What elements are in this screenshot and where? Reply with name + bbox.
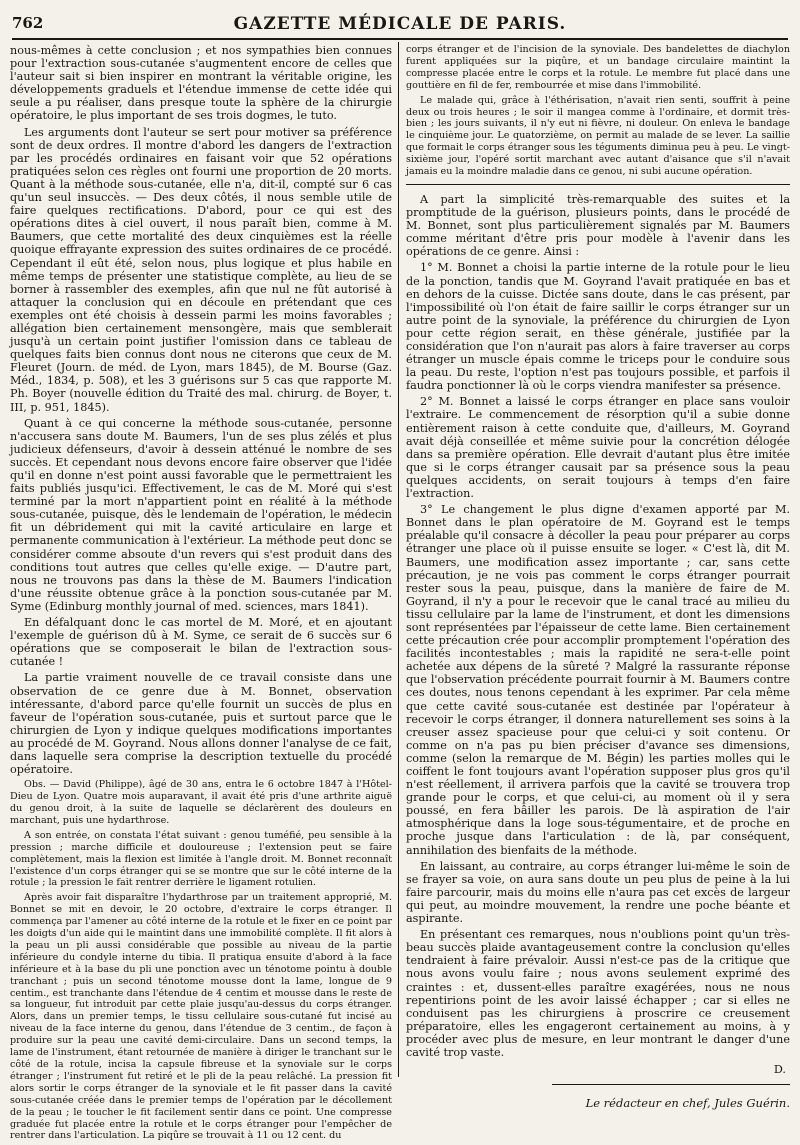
section-rule xyxy=(406,184,790,185)
paragraph: Les arguments dont l'auteur se sert pour motiver sa préférence sont de deux ordres. Il montre d'abord les dangers de l'extraction par les procédés ordinaires en faisant voir que 52 opérations pratiquées selon ces règles ont fourni une proportion de 20 morts. Quant à la méthode sous-cutanée, elle n'a, dit-il, compté sur 6 cas qu'un seul insuccès. — Des deux côtés, il nous semble utile de faire quelques rectifications. D'abord, pour ce qui est des opérations dites à ciel ouvert, il nous paraît bien, comme à M. Baumers, que cette mortalité des deux cinquièmes est la réelle quoique effrayante expression des suites ordinaires de ce procédé. Cependant il eût été, selon nous, plus logique et plus habile en même temps de présenter une statistique complète, au lieu de se borner à rassembler des exemples, afin que nul ne fût autorisé à attaquer la conclusion qui en découle en prétendant que ces exemples ont été choisis à dessein parmi les moins favorables ; allégation bien certainement mensongère, mais que semblerait jusqu'à un certain point justifier l'omission dans ce tableau de quelques faits bien connus dont nous ne citerons que ceux de M. Fleuret (Journ. de méd. de Lyon, mars 1845), de M. Bourse (Gaz. Méd., 1834, p. 508), et les 3 guérisons sur 5 cas que rapporte M. Ph. Boyer (nouvelle édition du Traité des mal. chirurg. de Boyer, t. III, p. 951, 1845). xyxy=(10,125,392,414)
header-rule xyxy=(12,38,788,40)
author-signature: D. xyxy=(773,1063,786,1077)
paragraph: En défalquant donc le cas mortel de M. Moré, et en ajoutant l'exemple de guérison dû à M. Syme, ce serait de 6 succès sur 6 opérations que se composerait le bilan de l'extraction sous-cutanée ! xyxy=(10,616,392,669)
paragraph: 1° M. Bonnet a choisi la partie interne de la rotule pour le lieu de la ponction, tandis que M. Goyrand l'avait pratiquée en bas et en dehors de la cuisse. Dictée sans doute, dans le cas présent, par l'impossibilité où l'on était de faire saillir le corps étranger sur un autre point de la synoviale, la préférence du chirurgien de Lyon pour cette région serait, en thèse générale, justifiée par la considération que l'on n'aurait pas alors à faire traverser au corps étranger un muscle épais comme le triceps pour le conduire sous la peau. Du reste, l'option n'est pas toujours possible, et parfois il faudra ponctionner là où le corps viendra manifester sa présence. xyxy=(406,261,790,393)
paragraph: 2° M. Bonnet a laissé le corps étranger en place sans vouloir l'extraire. Le commencement de résorption qu'il a subie donne entièrement raison à cette conduite que, d'ailleurs, M. Goyrand avait déjà conseillée et même suivie pour la concrétion délogée dans sa première opération. Elle devrait d'autant plus être imitée que si le corps étranger causait par sa présence sous la peau quelques accidents, on serait toujours à temps d'en faire l'extraction. xyxy=(406,395,790,501)
paragraph: 3° Le changement le plus digne d'examen apporté par M. Bonnet dans le plan opératoire de M. Goyrand est le temps préalable qu'il consacre à décoller la peau pour préparer au corps étranger une place où il puisse ensuite se loger. « C'est là, dit M. Baumers, une modification assez importante ; car, sans cette précaution, je ne vois pas comment le corps étranger pourrait rester sous la peau, puisque, dans la manière de faire de M. Goyrand, il n'y a pour le recevoir que le canal tracé au milieu du tissu cellulaire par la lame de l'instrument, et dont les dimensions sont représentées par l'épaisseur de cette lame. Bien certainement cette précaution crée pour accomplir promptement l'opération des facilités incontestables ; mais la rapidité ne sera-t-elle point achetée aux dépens de la sûreté ? Malgré la rassurante réponse que l'observation précédente pourrait fournir à M. Baumers contre ces doutes, nous tenons cependant à les exprimer. Par cela même que cette cavité sous-cutanée est destinée par l'opérateur à recevoir le corps étranger, il donnera naturellement ses soins à la creuser assez spacieuse pour que celui-ci y soit contenu. Or comme on n'a pas pu bien préciser d'avance ses dimensions, comme (selon la remarque de M. Bégin) les parties molles qui le coiffent le font toujours avant l'opération supposer plus gros qu'il n'est réellement, il arrivera parfois que la cavité se trouvera trop grande pour le corps, et que celui-ci, au moment où il y sera poussé, en fera bâiller les parois. De là aspiration de l'air atmosphérique dans la loge sous-tégumentaire, et de proche en proche jusque dans l'articulation : de là, par conséquent, annihilation des bienfaits de la méthode. xyxy=(406,503,790,857)
observation-paragraph: Après avoir fait disparaître l'hydarthrose par un traitement approprié, M. Bonnet se mit en devoir, le 20 octobre, d'extraire le corps étranger. Il commença par l'amener au côté interne de la rotule et le fixer en ce point par les doigts d'un aide qui le maintint dans une immobilité complète. Il fit alors à la peau un pli aussi considérable que possible au niveau de la partie inférieure du condyle interne du tibia. Il pratiqua ensuite d'abord à la face inférieure et à la base du pli une ponction avec un ténotome pointu à double tranchant ; puis un second ténotome mousse dont la lame, longue de 9 centim., est tranchante dans l'étendue de 4 centim et mousse dans le reste de sa longueur, fut introduit par cette plaie jusqu'au-dessus du corps étranger. Alors, dans un premier temps, le tissu cellulaire sous-cutané fut incisé au niveau de la face interne du genou, dans l'étendue de 3 centim., de façon à produire sur la peau une cavité demi-circulaire. Dans un second temps, la lame de l'instrument, étant retournée de manière à diriger le tranchant sur le côté de la rotule, incisa la capsule fibreuse et la synoviale sur le corps étranger ; l'instrument fut retiré et le pli de la peau relâché. La pression fit alors sortir le corps étranger de la synoviale et le fit passer dans la cavité sous-cutanée créée dans le premier temps de l'opération par le décollement de la peau ; le toucher le fit facilement sentir dans ce point. Une compresse graduée fut placée entre la rotule et le corps étranger pour l'empêcher de rentrer dans l'articulation. La piqûre se trouvait à 11 ou 12 cent. du xyxy=(10,892,392,1142)
paragraph: En présentant ces remarques, nous n'oublions point qu'un très-beau succès plaide avantageusement contre la conclusion qu'elles tendraient à faire prévaloir. Aussi n'est-ce pas de la critique que nous avons voulu faire ; nous avons seulement exprimé des craintes : et, dussent-elles paraître exagérées, nous ne nous repentirions point de les avoir laissé échapper ; car si elles ne conduisent pas les chirurgiens à proscrire ce creusement préparatoire, elles les engageront certainement au moins, à y procéder avec plus de mesure, en leur montrant le danger d'une cavité trop vaste. xyxy=(406,928,790,1059)
journal-title: GAZETTE MÉDICALE DE PARIS. xyxy=(233,14,567,34)
page-number: 762 xyxy=(12,14,44,32)
paragraph: En laissant, au contraire, au corps étranger lui-même le soin de se frayer sa voie, on aura sans doute un peu plus de peine à la lui faire parcourir, mais du moins elle n'aura pas cet excès de largeur qui peut, au moindre mouvement, la rendre une poche béante et aspirante. xyxy=(406,859,790,926)
right-column xyxy=(406,44,790,1110)
left-column xyxy=(10,44,392,1145)
observation-paragraph: Obs. — David (Philippe), âgé de 30 ans, entra le 6 octobre 1847 à l'Hôtel-Dieu de Lyon. Quatre mois auparavant, il avait été pris d'une arthrite aiguë du genou droit, à la suite de laquelle se déclarèrent des douleurs en marchant, puis une hydarthrose. xyxy=(10,779,392,826)
editor-credit: Le rédacteur en chef, Jules Guérin. xyxy=(585,1096,790,1111)
paragraph: A part la simplicité très-remarquable des suites et la promptitude de la guérison, plusieurs points, dans le procédé de M. Bonnet, sont plus particulièrement signalés par M. Baumers comme méritant d'être pris pour modèle à l'avenir dans les opérations de ce genre. Ainsi : xyxy=(406,192,790,259)
end-rule xyxy=(552,1084,790,1085)
observation-paragraph: A son entrée, on constata l'état suivant : genou tuméfié, peu sensible à la pression ; marche difficile et douloureuse ; l'extension peut se faire complètement, mais la flexion est limitée à l'angle droit. M. Bonnet reconnaît l'existence d'un corps étranger qui se se montre que sur le côté interne de la rotule ; la pression le fait rentrer derrière le ligament rotulien. xyxy=(10,829,392,889)
observation-paragraph: corps étranger et de l'incision de la synoviale. Des bandelettes de diachylon furent appliquées sur la piqûre, et un bandage circulaire maintint la compresse placée entre le corps et la rotule. Le membre fut placé dans une gouttière en fil de fer, rembourrée et mise dans l'immobilité. xyxy=(406,44,790,91)
observation-paragraph: Le malade qui, grâce à l'éthérisation, n'avait rien senti, souffrit à peine deux ou trois heures ; le soir il mangea comme à l'ordinaire, et dormit très-bien ; les jours suivants, il n'y eut ni fièvre, ni douleur. On enleva le bandage le cinquième jour. Le quatorzième, on permit au malade de se lever. La saillie que formait le corps étranger sous les téguments diminua peu à peu. Le vingt-sixième jour, l'opéré sortit marchant avec autant d'aisance que s'il n'avait jamais eu la moindre maladie dans ce genou, ni subi aucune opération. xyxy=(406,94,790,178)
paragraph: nous-mêmes à cette conclusion ; et nos sympathies bien connues pour l'extraction sous-cutanée s'augmentent encore de celles que l'auteur sait si bien inspirer en montrant la véritable origine, les développements graduels et l'étendue immense de cette idée qui seule a pu réaliser, dans presque toute la sphère de la chirurgie opératoire, le plus important de ses trois dogmes, le tuto. xyxy=(10,44,392,123)
paragraph: La partie vraiment nouvelle de ce travail consiste dans une observation de ce genre due à M. Bonnet, observation intéressante, d'abord parce qu'elle fournit un succès de plus en faveur de l'opération sous-cutanée, puis et surtout parce que le chirurgien de Lyon y indique quelques modifications importantes au procédé de M. Goyrand. Nous allons donner l'analyse de ce fait, dans laquelle sera comprise la description textuelle du procédé opératoire. xyxy=(10,671,392,777)
column-divider xyxy=(398,42,399,1077)
page-header xyxy=(12,14,788,36)
paragraph: Quant à ce qui concerne la méthode sous-cutanée, personne n'accusera sans doute M. Baumers, l'un de ses plus zélés et plus judicieux défenseurs, d'avoir à dessein atténué le nombre de ses succès. Et cependant nous devons encore faire observer que l'idée qu'il en donne n'est point aussi favorable que le permettraient les faits publiés jusqu'ici. Effectivement, le cas de M. Moré qui s'est terminé par la mort n'appartient point en réalité à la méthode sous-cutanée, puisque, dès le lendemain de l'opération, le médecin fit un débridement qui mit la cavité articulaire en large et permanente communication à l'extérieur. La méthode peut donc se considérer comme absoute d'un revers qui s'est produit dans des conditions tout autres que celles qu'elle exige. — D'autre part, nous ne trouvons pas dans la thèse de M. Baumers l'indication d'une réussite obtenue grâce à la ponction sous-cutanée par M. Syme (Edinburg monthly journal of med. sciences, mars 1841). xyxy=(10,416,392,613)
